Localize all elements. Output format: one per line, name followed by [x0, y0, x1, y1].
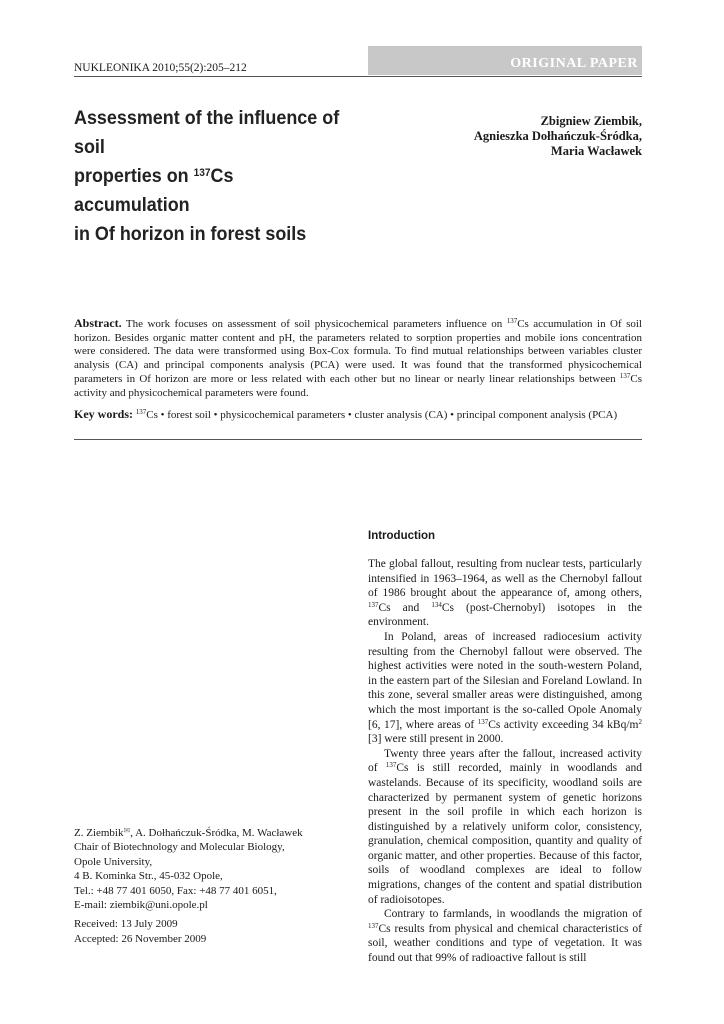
affiliation-line: Tel.: +48 77 401 6050, Fax: +48 77 401 6051, — [74, 884, 277, 897]
isotope-sup: 137 — [368, 600, 379, 609]
paragraph: Contrary to farmlands, in woodlands the migration of $^{137}$Cs results from physical and chemical characteristics of soil, weather conditions and type of vegetation. It was found out that 99% of radioactive fallout is still — [368, 908, 642, 965]
isotope-sup: 137 — [477, 717, 489, 726]
received-date: Received: 13 July 2009 — [74, 918, 178, 930]
title-line-2 — [74, 162, 350, 220]
paper-title — [74, 104, 350, 249]
abstract-text: Cs activity and physicochemical parameters were found. — [74, 372, 642, 399]
title-line-2-post: Cs accumulation — [74, 165, 234, 216]
isotope-sup: 137 — [368, 921, 379, 930]
journal-citation: NUKLEONIKA 2010;55(2):205–212 — [74, 62, 247, 74]
unit-sup: 2 — [638, 717, 642, 726]
isotope-sup: 137 — [135, 408, 147, 416]
affiliation-line: 4 B. Kominka Str., 45-032 Opole, — [74, 870, 223, 883]
keywords — [74, 408, 642, 423]
abstract — [74, 317, 642, 400]
title-isotope-sup: 137 — [193, 167, 211, 179]
envelope-icon: ✉ — [123, 826, 131, 835]
introduction-body — [368, 557, 642, 966]
isotope-sup: 137 — [506, 317, 518, 325]
isotope-sup: 134 — [431, 600, 442, 609]
affiliation-line: Chair of Biotechnology and Molecular Biology, — [74, 841, 285, 854]
isotope-sup: 137 — [385, 761, 397, 770]
author-name: Zbigniew Ziembik, — [540, 114, 642, 128]
affiliation-email: E-mail: ziembik@uni.opole.pl — [74, 899, 208, 912]
original-paper-badge: ORIGINAL PAPER — [368, 46, 642, 75]
title-line-2-pre: properties on — [74, 165, 194, 187]
author-name: Maria Wacławek — [550, 144, 642, 158]
author-affiliation — [74, 824, 354, 912]
affiliation-line: Z. Ziembik✉, A. Dołhańczuk-Śródka, M. Wacławek — [74, 826, 303, 839]
abstract-divider — [74, 439, 642, 440]
abstract-text: The work focuses on assessment of soil physicochemical parameters influence on — [121, 318, 507, 330]
affiliation-line: Opole University, — [74, 855, 153, 868]
isotope-sup: 137 — [619, 371, 631, 380]
section-heading-introduction: Introduction — [368, 530, 436, 542]
paragraph: In Poland, areas of increased radiocesium activity resulting from the Chernobyl fallout were observed. The highest activities were noted in the south-western Poland, in the eastern part of the Silesian and Foreland Lowland. In this zone, several smaller areas were distinguished, among which the most important is the so-called Opole Anomaly [6, 17], where areas of $^{137}$Cs activity exceeding 34 kBq/$m^2$ [3] were still present in 2000. — [368, 630, 642, 746]
title-line-1: Assessment of the influence of soil — [74, 107, 340, 158]
submission-dates — [74, 917, 206, 947]
paragraph: Twenty three years after the fallout, increased activity of $^{137}$Cs is still recorded, mainly in woodlands and wastelands. Because of its specificity, woodland soils are characterized by permanent system of genetic horizons present in the soil profile in which each horizon is distinguished by a relatively uniform color, consistency, granulation, chemical composition, quantity and quality of organic matter, and other properties. Because of this factor, soils of woodland complexes are ideal to follow migrations, changes of the content and spatial distribution of radioisotopes. — [368, 747, 642, 906]
paragraph: The global fallout, resulting from nuclear tests, particularly intensified in 1963–1964, as well as the Chernobyl fallout of 1986 brought about the appearance of, among others, $^{137}$Cs and $^{134}$Cs (post-Chernobyl) isotopes in the environment. — [368, 558, 643, 629]
accepted-date: Accepted: 26 November 2009 — [74, 933, 207, 945]
abstract-text: Cs accumulation in Of soil horizon. Besides organic matter content and pH, the parameters related to sorption properties and mobile ions concentration were considered. The data were transformed using Box-Cox formula. To find mutual relationships between variables cluster analysis (CA) and principal components analysis (PCA) were used. It was found that the transformed physicochemical parameters in Of horizon are more or less related with each other but no linear or nearly linear relationships between — [74, 318, 642, 385]
title-line-3: in Of horizon in forest soils — [74, 223, 307, 245]
author-name: Agnieszka Dołhańczuk-Śródka, — [473, 129, 642, 143]
header-divider — [74, 76, 642, 77]
author-list — [474, 114, 642, 159]
keywords-label: Key words: — [74, 407, 133, 421]
abstract-label: Abstract. — [74, 316, 122, 330]
keywords-text: Cs • forest soil • physicochemical parameters • cluster analysis (CA) • principal component analysis (PCA) — [146, 409, 618, 421]
